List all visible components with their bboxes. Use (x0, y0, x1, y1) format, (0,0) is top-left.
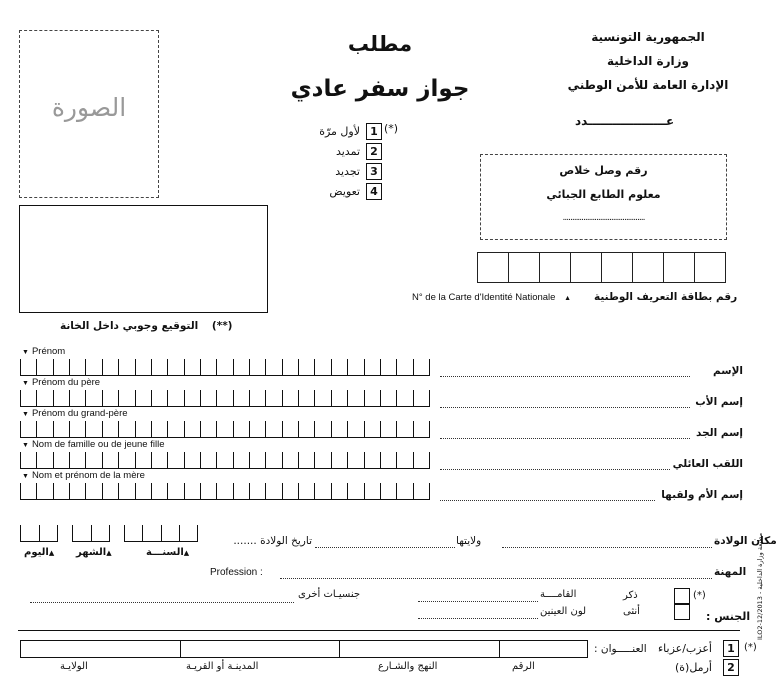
height-field[interactable] (418, 600, 538, 602)
sex-male-label: ذكر (623, 590, 638, 601)
year-label: السنـــة▲ (146, 547, 190, 558)
field-label-ar: الإسم (713, 365, 743, 377)
title-passport: جواز سفر عادي (290, 76, 470, 102)
letter-comb-input[interactable] (20, 390, 430, 407)
cin-digit-box[interactable] (602, 252, 633, 283)
field-label-fr-text: Prénom du grand-père (31, 408, 128, 419)
letter-comb-input[interactable] (20, 483, 430, 500)
letter-comb-input[interactable] (20, 359, 430, 376)
month-boxes[interactable] (72, 525, 110, 542)
month-label-text: الشهر (76, 547, 107, 558)
arabic-field-line[interactable] (440, 375, 690, 377)
country-name: الجمهورية التونسية (591, 30, 705, 44)
address-governorate-cell[interactable] (21, 641, 181, 657)
request-type-renewal[interactable] (300, 161, 382, 181)
field-label-ar: اللقب العائلي (672, 458, 743, 470)
sex-male-checkbox[interactable] (674, 588, 690, 604)
birth-date-label: تاريخ الولادة ....... (233, 535, 312, 547)
address-col-city: المدينـة أو القريـة (186, 661, 259, 672)
eye-color-label: لون العينين (540, 606, 587, 617)
sex-label-text: الجنس (714, 610, 751, 623)
cin-label-ar: رقم بطاقة التعريف الوطنية (594, 291, 738, 303)
address-col-number: الرقم (512, 661, 535, 672)
field-label-fr-text: Nom et prénom de la mère (31, 470, 145, 481)
request-type-replacement[interactable] (300, 181, 382, 201)
photo-box[interactable] (19, 30, 159, 198)
cin-digit-box[interactable] (695, 252, 726, 283)
cin-label-fr-text: N° de la Carte d'Identité Nationale (412, 292, 556, 303)
field-label-fr (22, 377, 100, 388)
arabic-field-line[interactable] (440, 468, 670, 470)
birth-date-label-text: تاريخ الولادة (260, 535, 312, 547)
civil-status-widowed-box[interactable]: 2 (723, 659, 739, 676)
ministry-name: وزارة الداخلية (606, 54, 690, 68)
signature-label: التوقيع وجوبي داخل الخانة (60, 320, 199, 332)
receipt-label-2: معلوم الطابع الجبائي (546, 188, 661, 201)
title-request: مطلب (347, 32, 413, 56)
request-type-first-time[interactable] (300, 121, 382, 141)
field-label-ar: إسم الأم ولقبها (661, 489, 743, 501)
year-label-text: السنـــة (146, 547, 184, 558)
cin-boxes[interactable] (477, 252, 726, 283)
request-type-extension[interactable] (300, 141, 382, 161)
cin-digit-box[interactable] (571, 252, 602, 283)
option-number-box[interactable]: 2 (366, 143, 382, 160)
birth-governorate-label: ولايتها (456, 535, 482, 547)
other-nationalities-field[interactable] (30, 601, 294, 603)
letter-comb-input[interactable] (20, 421, 430, 438)
option-label: تجديد (335, 164, 360, 178)
receipt-label-1: رقم وصل خلاص (559, 164, 648, 177)
month-label: الشهر▲ (76, 547, 112, 558)
photo-label: الصورة (51, 93, 127, 122)
form-code: ILO2-12/2013 - مطبعة وزارة الداخلية (756, 532, 764, 640)
profession-label-fr: Profession : (210, 567, 263, 578)
field-label-ar: إسم الجد (696, 427, 743, 439)
profession-label-ar: المهنة (714, 566, 747, 578)
field-label-fr-text: Prénom du père (31, 377, 101, 388)
option-number-box[interactable]: 1 (366, 123, 382, 140)
profession-field[interactable] (280, 577, 712, 579)
birth-governorate-field[interactable] (315, 546, 455, 548)
sex-marker: (*) (693, 590, 706, 601)
letter-comb-input[interactable] (20, 452, 430, 469)
field-label-ar: إسم الأب (695, 396, 743, 408)
sex-female-label: أنثى (623, 606, 640, 617)
civil-status-widowed-label: أرمل(ة) (675, 661, 712, 674)
triangle-down-icon: ▼ (22, 442, 29, 449)
section-divider (18, 630, 740, 631)
birth-date-boxes[interactable] (20, 525, 198, 542)
birth-place-label: مكان الولادة (714, 535, 777, 547)
cin-digit-box[interactable] (664, 252, 695, 283)
cin-digit-box[interactable] (633, 252, 664, 283)
field-label-fr-text: Nom de famille ou de jeune fille (31, 439, 165, 450)
civil-status-marker: (*) (744, 642, 757, 653)
request-type-options (300, 121, 382, 201)
triangle-down-icon: ▼ (22, 380, 29, 387)
tax-stamp-receipt-box[interactable] (480, 154, 727, 240)
cin-digit-box[interactable] (540, 252, 571, 283)
address-city-cell[interactable] (181, 641, 341, 657)
option-number-box[interactable]: 3 (366, 163, 382, 180)
other-nationalities-label: جنسيـات أخرى (298, 589, 361, 600)
arabic-field-line[interactable] (440, 437, 690, 439)
address-street-cell[interactable] (340, 641, 500, 657)
day-label-text: اليوم (24, 547, 49, 558)
eye-color-field[interactable] (418, 617, 538, 619)
signature-marker: (**) (211, 320, 233, 332)
address-col-street: النهج والشـارع (378, 661, 438, 672)
address-number-cell[interactable] (500, 641, 587, 657)
arabic-field-line[interactable] (440, 406, 690, 408)
option-label: لأول مرّة (319, 124, 360, 138)
field-label-fr (22, 346, 65, 357)
triangle-down-icon: ▼ (22, 349, 29, 356)
arabic-field-line[interactable] (440, 499, 655, 501)
civil-status-single-box[interactable]: 1 (723, 640, 739, 657)
number-label: عـــــــــــــــــــدد (575, 114, 675, 128)
year-boxes[interactable] (124, 525, 198, 542)
address-label: العنـــــوان : (594, 643, 647, 655)
field-label-fr (22, 439, 164, 450)
field-label-fr (22, 470, 145, 481)
cin-digit-box[interactable] (509, 252, 540, 283)
height-label: القامــــة (540, 589, 577, 600)
triangle-up-icon: ▲ (564, 295, 572, 302)
request-type-marker: (*) (384, 122, 399, 135)
sex-female-checkbox[interactable] (674, 604, 690, 620)
civil-status-single-label: أعزب/عزباء (658, 642, 712, 655)
day-boxes[interactable] (20, 525, 58, 542)
signature-box[interactable] (19, 205, 268, 313)
receipt-number-field[interactable]: ............................................ (562, 213, 645, 223)
option-number-box[interactable]: 4 (366, 183, 382, 200)
address-col-governorate: الولايـة (60, 661, 88, 672)
triangle-down-icon: ▼ (22, 411, 29, 418)
address-field[interactable] (20, 640, 588, 658)
day-label: اليوم▲ (24, 547, 55, 558)
option-label: تمديد (335, 144, 360, 158)
field-label-fr-text: Prénom (31, 346, 66, 357)
cin-digit-box[interactable] (477, 252, 509, 283)
signature-note (60, 320, 233, 332)
sex-label: الجنس : (706, 610, 751, 623)
option-label: تعويض (329, 184, 360, 198)
directorate-name: الإدارة العامة للأمن الوطني (567, 78, 729, 92)
birth-place-field[interactable] (502, 546, 712, 548)
cin-label-fr (412, 292, 571, 303)
triangle-down-icon: ▼ (22, 473, 29, 480)
field-label-fr (22, 408, 128, 419)
